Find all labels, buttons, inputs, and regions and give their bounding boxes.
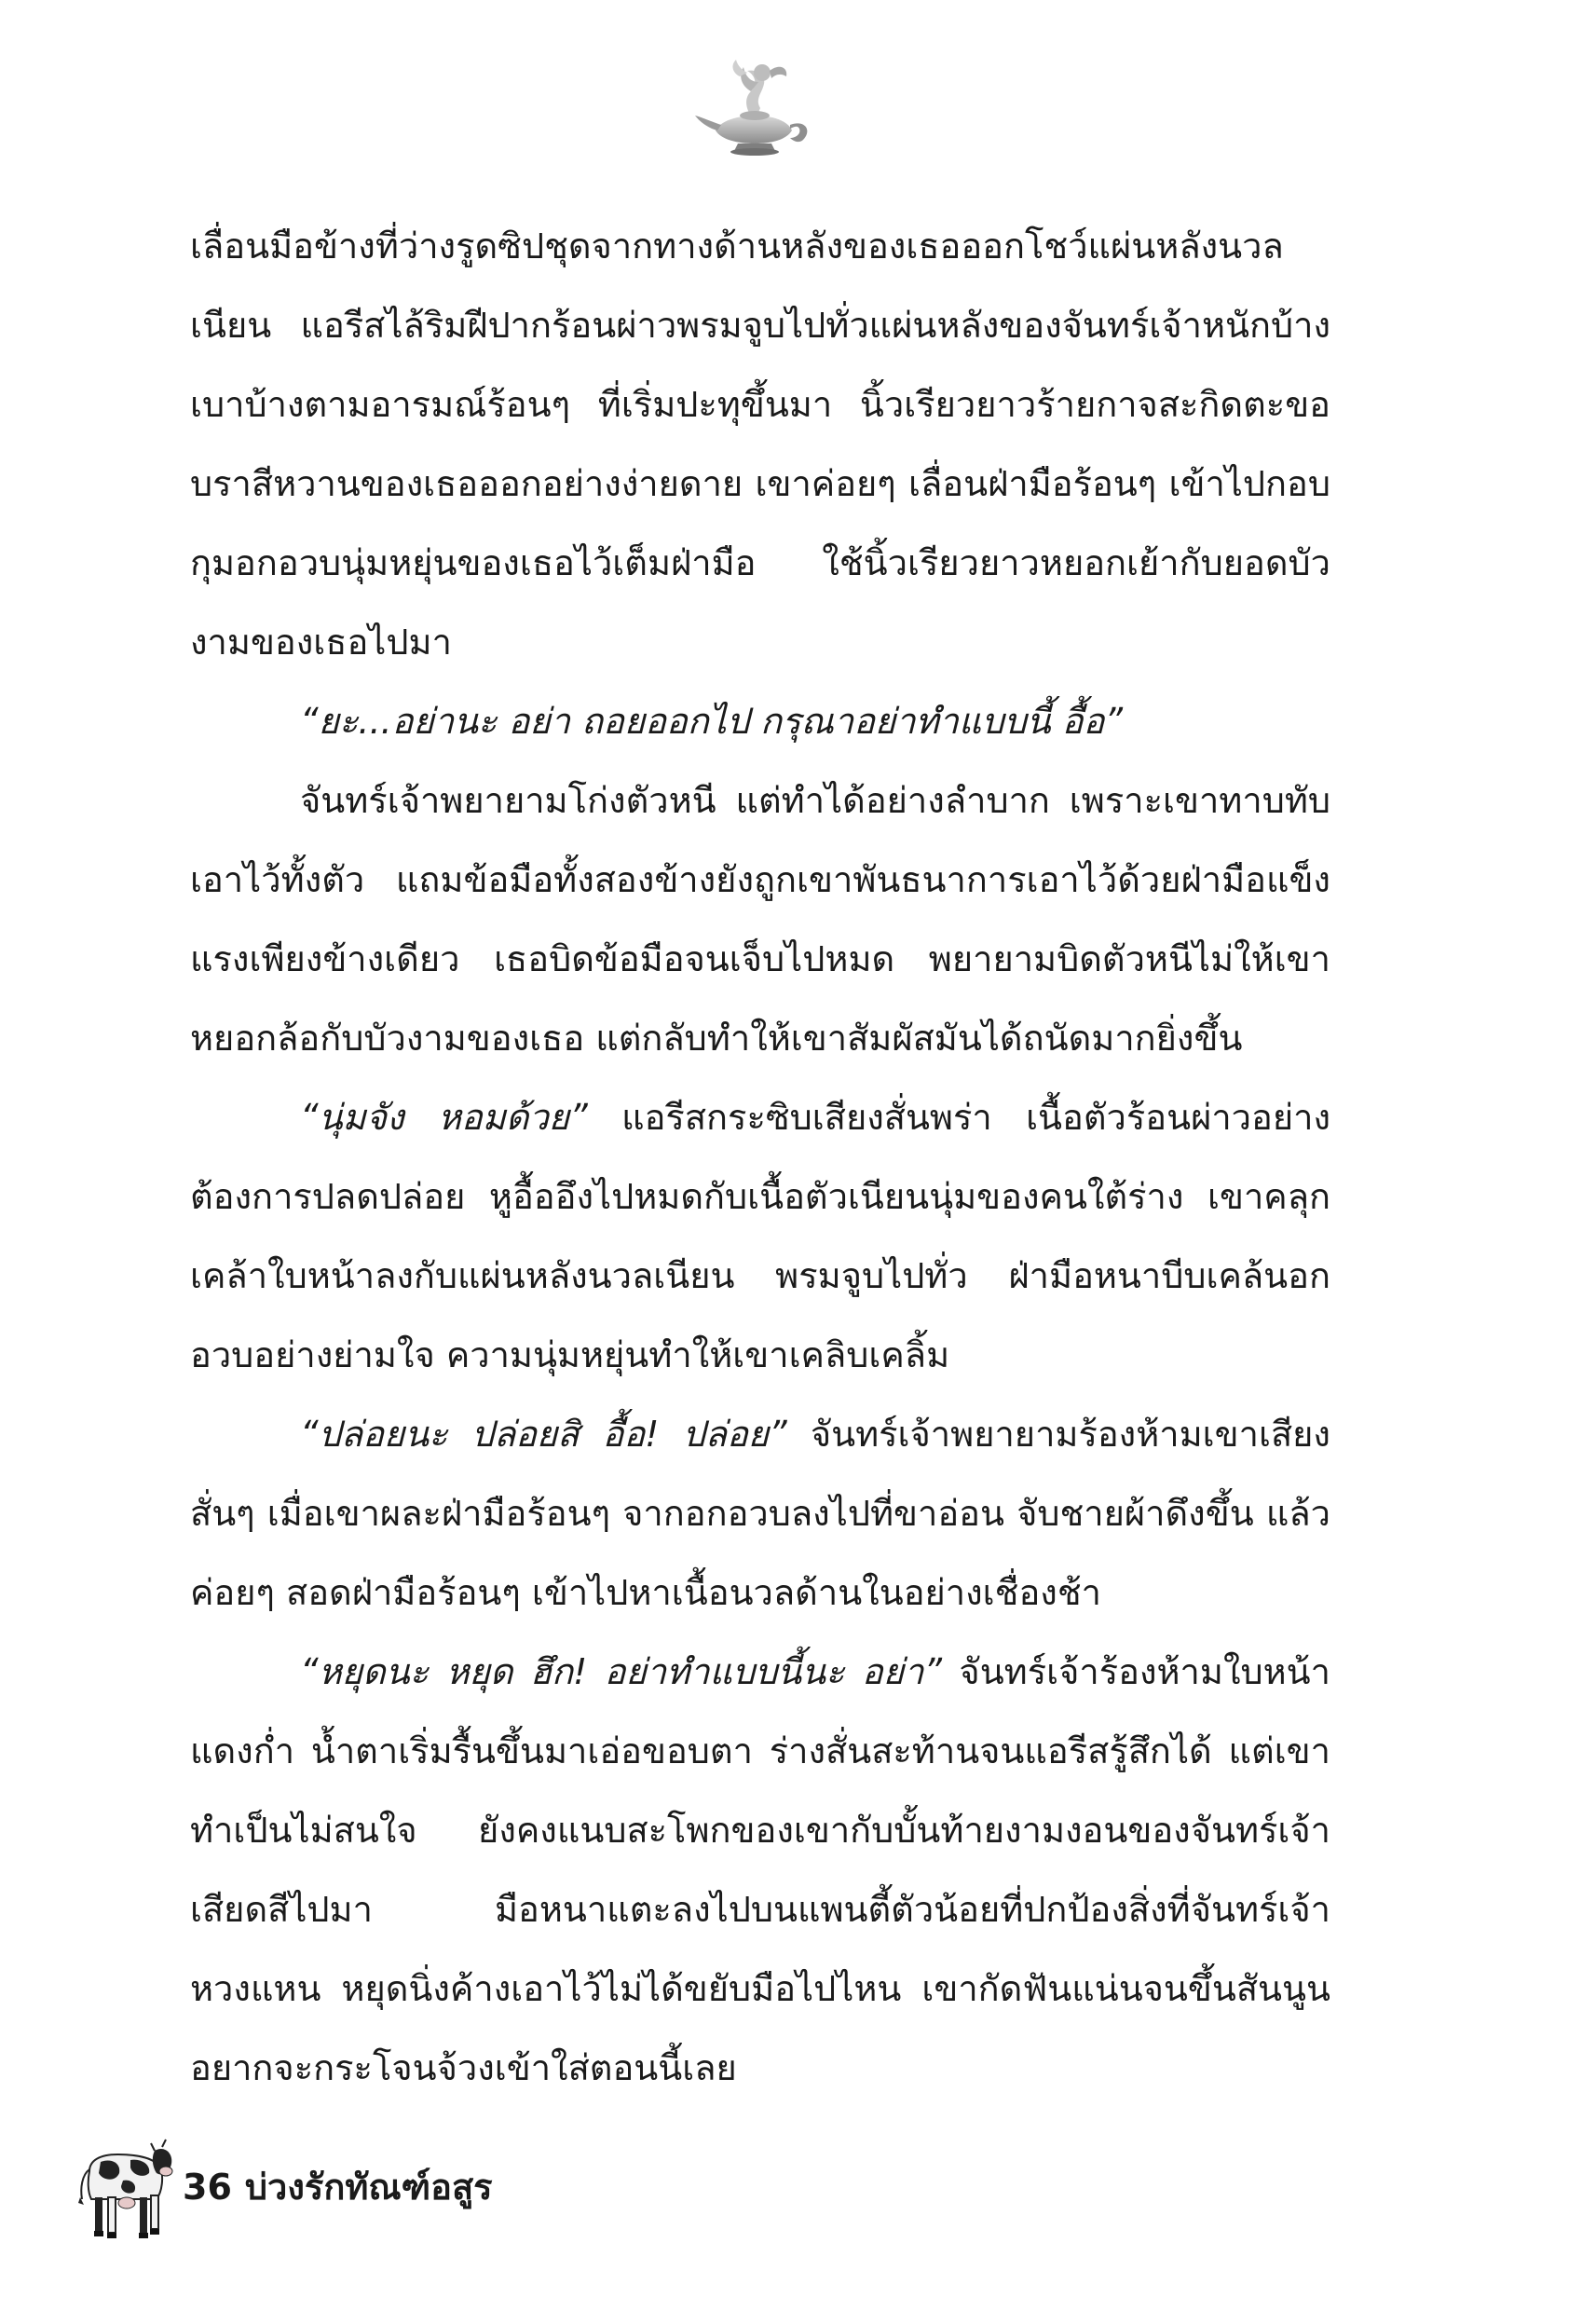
paragraph [190,207,1330,682]
paragraph [190,1395,1330,1633]
narration-text: จันทร์เจ้าพยายามร้องห้ามเขาเสียงสั่นๆ เมื่อเขาผละฝ่ามือร้อนๆ จากอกอวบลงไปที่ขาอ่อน จับชายผ้าดึงขึ้น แล้วค่อยๆ สอดฝ่ามือร้อนๆ เข้าไปหาเนื้อนวลด้านในอย่างเชื่องช้า [190,1414,1330,1613]
dialogue-quote: “ปล่อยนะ ปล่อยสิ อื้อ! ปล่อย” [300,1414,787,1455]
genie-lamp-icon [689,54,820,166]
narration-text: แอรีสกระซิบเสียงสั่นพร่า เนื้อตัวร้อนผ่าวอย่างต้องการปลดปล่อย หูอื้ออึงไปหมดกับเนื้อตัวเนียนนุ่มของคนใต้ร่าง เขาคลุกเคล้าใบหน้าลงกับแผ่นหลังนวลเนียน พรมจูบไปทั่ว ฝ่ามือหนาบีบเคล้นอกอวบอย่างย่ามใจ ความนุ่มหยุ่นทำให้เขาเคลิบเคลิ้ม [190,1097,1331,1375]
paragraph [190,682,1330,761]
narration-text: เลื่อนมือข้างที่ว่างรูดซิปชุดจากทางด้านหลังของเธอออกโชว์แผ่นหลังนวลเนียน แอรีสไล้ริมฝีปากร้อนผ่าวพรมจูบไปทั่วแผ่นหลังของจันทร์เจ้าหนักบ้างเบาบ้างตามอารมณ์ร้อนๆ ที่เริ่มปะทุขึ้นมา นิ้วเรียวยาวร้ายกาจสะกิดตะขอบราสีหวานของเธอออกอย่างง่ายดาย เขาค่อยๆ เลื่อนฝ่ามือร้อนๆ เข้าไปกอบกุมอกอวบนุ่มหยุ่นของเธอไว้เต็มฝ่ามือ ใช้นิ้วเรียวยาวหยอกเย้ากับยอดบัวงามของเธอไปมา [190,226,1330,663]
book-title: บ่วงรักทัณฑ์อสูร [244,2167,493,2208]
cow-icon [73,2134,175,2246]
body-text [190,207,1330,2108]
paragraph [190,761,1330,1078]
page-footer [183,2164,493,2210]
dialogue-quote: “ยะ...อย่านะ อย่า ถอยออกไป กรุณาอย่าทำแบบนี้ อื้อ” [300,701,1123,742]
paragraph [190,1633,1330,2108]
dialogue-quote: “นุ่มจัง หอมด้วย” [300,1097,588,1138]
narration-text: จันทร์เจ้าพยายามโก่งตัวหนี แต่ทำได้อย่างลำบาก เพราะเขาทาบทับเอาไว้ทั้งตัว แถมข้อมือทั้งสองข้างยังถูกเขาพันธนาการเอาไว้ด้วยฝ่ามือแข็งแรงเพียงข้างเดียว เธอบิดข้อมือจนเจ็บไปหมด พยายามบิดตัวหนีไม่ให้เขาหยอกล้อกับบัวงามของเธอ แต่กลับทำให้เขาสัมผัสมันได้ถนัดมากยิ่งขึ้น [190,780,1330,1059]
paragraph [190,1078,1330,1395]
narration-text: จันทร์เจ้าร้องห้ามใบหน้าแดงก่ำ น้ำตาเริ่มรื้นขึ้นมาเอ่อขอบตา ร่างสั่นสะท้านจนแอรีสรู้สึกได้ แต่เขาทำเป็นไม่สนใจ ยังคงแนบสะโพกของเขากับบั้นท้ายงามงอนของจันทร์เจ้า เสียดสีไปมา มือหนาแตะลงไปบนแพนตี้ตัวน้อยที่ปกป้องสิ่งที่จันทร์เจ้าหวงแหน หยุดนิ่งค้างเอาไว้ไม่ได้ขยับมือไปไหน เขากัดฟันแน่นจนขึ้นสันนูน อยากจะกระโจนจ้วงเข้าใส่ตอนนี้เลย [190,1651,1330,2088]
dialogue-quote: “หยุดนะ หยุด ฮึก! อย่าทำแบบนี้นะ อย่า” [300,1651,943,1692]
page-number: 36 [183,2167,232,2208]
